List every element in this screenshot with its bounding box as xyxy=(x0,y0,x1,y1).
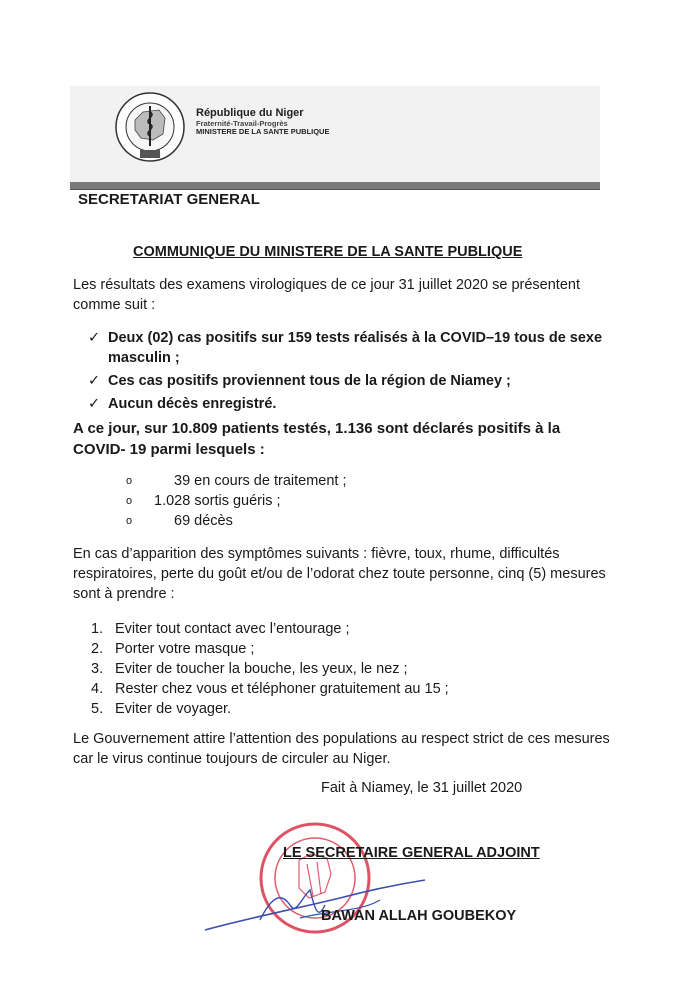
breakdown-text: 39 en cours de traitement ; xyxy=(174,473,347,489)
check-icon: ✓ xyxy=(88,330,101,346)
list-item xyxy=(91,699,449,719)
measure-text: Eviter tout contact avec l’entourage ; xyxy=(115,621,350,637)
closing-paragraph: Le Gouvernement attire l’attention des populations au respect strict de ces mesures car le virus continue toujours de circuler au Niger. xyxy=(73,731,610,767)
list-item xyxy=(91,619,449,639)
country-name: République du Niger xyxy=(196,107,304,119)
list-item xyxy=(126,471,347,491)
list-item xyxy=(91,639,449,659)
measure-text: Eviter de toucher la bouche, les yeux, le nez ; xyxy=(115,661,408,677)
measure-text: Rester chez vous et téléphoner gratuitement au 15 ; xyxy=(115,681,449,697)
list-item xyxy=(88,371,618,391)
summary-paragraph: A ce jour, sur 10.809 patients testés, 1.136 sont déclarés positifs à la COVID- 19 parmi lesquels : xyxy=(73,420,561,458)
national-motto: Fraternité-Travail-Progrès xyxy=(196,118,288,128)
findings-list xyxy=(88,328,618,417)
check-icon: ✓ xyxy=(88,396,101,412)
section-name: SECRETARIAT GENERAL xyxy=(78,191,260,208)
measure-number: 2. xyxy=(91,641,104,657)
bullet-icon: o xyxy=(126,515,133,527)
ministry-name: MINISTERE DE LA SANTE PUBLIQUE xyxy=(196,127,330,137)
finding-text: Ces cas positifs proviennent tous de la région de Niamey ; xyxy=(108,373,511,389)
measure-number: 3. xyxy=(91,661,104,677)
finding-text: Deux (02) cas positifs sur 159 tests réalisés à la COVID–19 tous de sexe masculin ; xyxy=(108,330,603,366)
breakdown-text: 69 décès xyxy=(174,513,233,529)
bullet-icon: o xyxy=(126,475,133,487)
measures-list xyxy=(91,619,449,719)
finding-text: Aucun décès enregistré. xyxy=(108,396,277,412)
list-item xyxy=(88,394,618,414)
list-item xyxy=(91,659,449,679)
measure-text: Eviter de voyager. xyxy=(115,701,232,717)
intro-paragraph: Les résultats des examens virologiques de ce jour 31 juillet 2020 se présentent comme suit : xyxy=(73,277,580,313)
list-item xyxy=(91,679,449,699)
ministry-logo xyxy=(113,90,187,164)
symptoms-paragraph: En cas d’apparition des symptômes suivants : fièvre, toux, rhume, difficultés respiratoires, perte du goût et/ou de l’odorat chez toute personne, cinq (5) mesures sont à prendre : xyxy=(73,546,606,602)
list-item xyxy=(126,511,347,531)
letterhead-text xyxy=(196,107,329,137)
list-item xyxy=(88,328,618,368)
handwritten-signature xyxy=(200,870,430,940)
measure-number: 5. xyxy=(91,701,104,717)
signatory-name: BAWAN ALLAH GOUBEKOY xyxy=(321,908,517,924)
measure-number: 4. xyxy=(91,681,104,697)
list-item xyxy=(126,491,347,511)
breakdown-text: 1.028 sortis guéris ; xyxy=(154,493,281,509)
measure-text: Porter votre masque ; xyxy=(115,641,255,657)
measure-number: 1. xyxy=(91,621,104,637)
place-date: Fait à Niamey, le 31 juillet 2020 xyxy=(321,780,523,796)
bullet-icon: o xyxy=(126,495,133,507)
header-rule xyxy=(70,182,600,190)
signatory-title: LE SECRETAIRE GENERAL ADJOINT xyxy=(283,845,540,861)
breakdown-list xyxy=(126,471,347,531)
document-title: COMMUNIQUE DU MINISTERE DE LA SANTE PUBLIQUE xyxy=(133,244,523,260)
check-icon: ✓ xyxy=(88,373,101,389)
